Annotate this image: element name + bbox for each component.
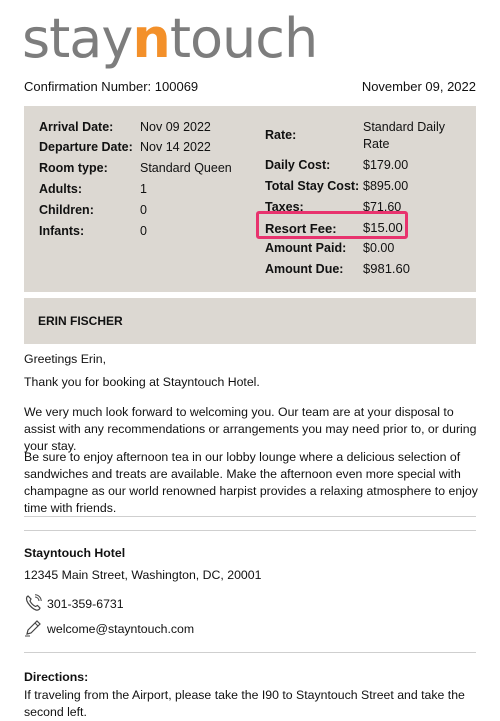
departure-date-label: Departure Date: bbox=[39, 140, 133, 154]
infants-value: 0 bbox=[140, 224, 147, 238]
departure-date-value: Nov 14 2022 bbox=[140, 140, 211, 154]
pen-icon bbox=[24, 619, 42, 637]
arrival-date-value: Nov 09 2022 bbox=[140, 120, 211, 134]
booking-date: November 09, 2022 bbox=[361, 79, 476, 94]
guest-name: ERIN FISCHER bbox=[38, 314, 123, 328]
total-stay-cost-value: $895.00 bbox=[363, 179, 409, 193]
phone-icon bbox=[24, 594, 42, 612]
hotel-address: 12345 Main Street, Washington, DC, 20001 bbox=[24, 568, 262, 582]
resort-fee-value: $15.00 bbox=[363, 220, 403, 235]
stayntouch-logo: stayntouch bbox=[22, 7, 318, 70]
reservation-details-panel bbox=[24, 106, 476, 292]
resort-fee-highlight bbox=[256, 211, 408, 239]
arrival-date-label: Arrival Date: bbox=[39, 120, 114, 134]
children-value: 0 bbox=[140, 203, 147, 217]
confirmation-value: 100069 bbox=[154, 79, 199, 94]
guest-name-banner bbox=[24, 298, 476, 344]
room-type-value: Standard Queen bbox=[140, 161, 232, 175]
infants-label: Infants: bbox=[39, 224, 85, 238]
rate-value-line2: Rate bbox=[363, 137, 390, 151]
hotel-email[interactable]: welcome@stayntouch.com bbox=[47, 622, 195, 636]
rate-value-line1: Standard Daily bbox=[363, 120, 445, 134]
divider bbox=[24, 530, 476, 531]
confirmation-label: Confirmation Number: bbox=[24, 79, 152, 94]
amount-paid-value: $0.00 bbox=[363, 241, 395, 255]
resort-fee-label: Resort Fee: bbox=[265, 221, 337, 236]
hotel-phone[interactable]: 301-359-6731 bbox=[47, 597, 124, 611]
divider bbox=[24, 516, 476, 517]
divider bbox=[24, 652, 476, 653]
confirmation-number bbox=[24, 79, 198, 94]
directions-text: If traveling from the Airport, please take the I90 to Stayntouch Street and take the second left. bbox=[24, 688, 465, 719]
rate-label: Rate: bbox=[265, 128, 297, 142]
directions-title: Directions: bbox=[24, 670, 89, 684]
taxes-value: $71.60 bbox=[363, 200, 402, 214]
room-type-label: Room type: bbox=[39, 161, 108, 175]
total-stay-cost-label: Total Stay Cost: bbox=[265, 179, 360, 193]
thanks-text: Thank you for booking at Stayntouch Hotel. bbox=[24, 375, 260, 389]
daily-cost-label: Daily Cost: bbox=[265, 158, 331, 172]
amount-due-value: $981.60 bbox=[363, 261, 410, 276]
welcome-paragraph: We very much look forward to welcoming you. Our team are at your disposal to assist with any recommendations or arrangements you may need prior to, or during your stay. bbox=[24, 405, 477, 453]
afternoon-tea-paragraph: Be sure to enjoy afternoon tea in our lobby lounge where a delicious selection of sandwiches and treats are available. Make the afternoon even more special with champagne as our world renowned harpist provides a relaxing atmosphere to enjoy time with friends. bbox=[24, 450, 478, 515]
children-label: Children: bbox=[39, 203, 94, 217]
greeting-text: Greetings Erin, bbox=[24, 352, 107, 366]
daily-cost-value: $179.00 bbox=[363, 158, 409, 172]
adults-value: 1 bbox=[140, 182, 147, 196]
adults-label: Adults: bbox=[39, 182, 83, 196]
amount-paid-label: Amount Paid: bbox=[265, 241, 347, 255]
taxes-label: Taxes: bbox=[265, 200, 304, 214]
hotel-name: Stayntouch Hotel bbox=[24, 546, 126, 560]
amount-due-label: Amount Due: bbox=[265, 262, 344, 276]
